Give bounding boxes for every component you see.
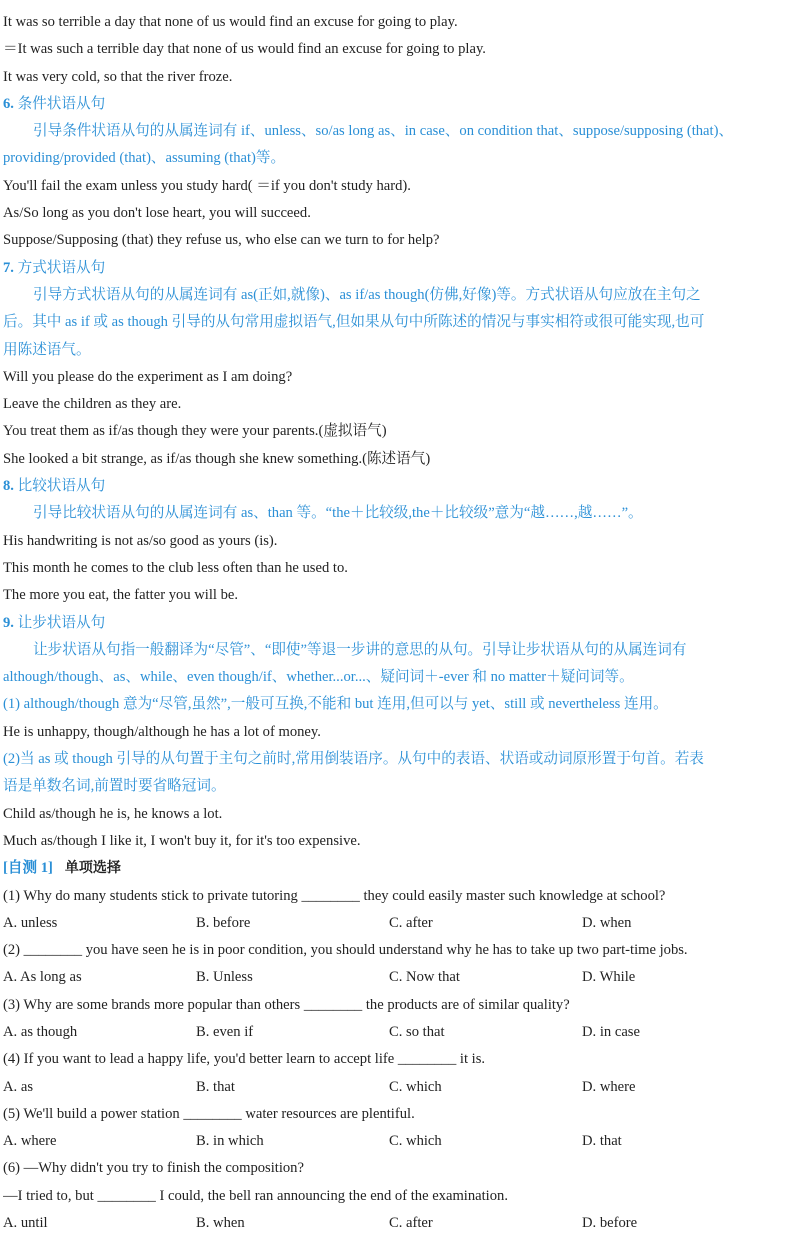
question-stem: (3) Why are some brands more popular than others ________ the products are of similar quality? (3, 996, 570, 1013)
question-options (3, 1128, 787, 1155)
example-sentence: Suppose/Supposing (that) they refuse us, who else can we turn to for help? (3, 232, 440, 249)
section-description: 引导比较状语从句的从属连词有 as、than 等。“the＋比较级,the＋比较级”意为“越……,越……”。 (33, 505, 643, 522)
option[interactable]: D. when (582, 914, 632, 931)
section-description: 引导条件状语从句的从属连词有 if、unless、so/as long as、in case、on condition that、suppose/supposing (that)、 (33, 123, 734, 140)
option[interactable]: D. While (582, 969, 636, 986)
section-point: (1) although/though 意为“尽管,虽然”,一般可互换,不能和 but 连用,但可以与 yet、still 或 nevertheless 连用。 (3, 696, 668, 713)
option[interactable]: C. Now that (389, 969, 460, 986)
document-page (3, 9, 787, 1237)
option[interactable]: A. As long as (3, 969, 82, 986)
question-stem: (1) Why do many students stick to private tutoring ________ they could easily master such knowledge at school? (3, 887, 666, 904)
question-options (3, 1210, 787, 1237)
section-heading-9: 9. 让步状语从句 (3, 614, 106, 631)
option[interactable]: D. that (582, 1133, 622, 1150)
option[interactable]: B. in which (196, 1133, 264, 1150)
example-sentence: Will you please do the experiment as I am doing? (3, 368, 293, 385)
option[interactable]: D. in case (582, 1023, 640, 1040)
question-stem: (5) We'll build a power station ________ water resources are plentiful. (3, 1105, 415, 1122)
example-sentence: This month he comes to the club less often than he used to. (3, 559, 348, 576)
section-description: 用陈述语气。 (3, 341, 91, 358)
option[interactable]: C. after (389, 1215, 433, 1232)
section-description: 后。其中 as if 或 as though 引导的从句常用虚拟语气,但如果从句中所陈述的情况与事实相符或很可能实现,也可 (3, 314, 705, 331)
option[interactable]: D. where (582, 1078, 636, 1095)
question-stem: (2) ________ you have seen he is in poor condition, you should understand why he has to take up two part-time jobs. (3, 942, 688, 959)
example-sentence: Leave the children as they are. (3, 396, 182, 413)
section-description: 让步状语从句指一般翻译为“尽管”、“即使”等退一步讲的意思的从句。引导让步状语从句的从属连词有 (33, 641, 687, 658)
example-sentence: She looked a bit strange, as if/as though she knew something.(陈述语气) (3, 450, 431, 467)
option[interactable]: C. which (389, 1078, 442, 1095)
question-options (3, 910, 787, 937)
option[interactable]: A. as though (3, 1023, 78, 1040)
section-point: 语是单数名词,前置时要省略冠词。 (3, 778, 226, 795)
question-stem: —I tried to, but ________ I could, the bell ran announcing the end of the examination. (3, 1187, 508, 1204)
option[interactable]: C. so that (389, 1023, 445, 1040)
section-heading-6: 6. 条件状语从句 (3, 95, 106, 112)
self-test-heading: [自测 1] 单项选择 (3, 860, 121, 877)
example-sentence: ＝It was such a terrible day that none of us would find an excuse for going to play. (3, 41, 486, 58)
option[interactable]: C. after (389, 914, 433, 931)
option[interactable]: B. when (196, 1215, 245, 1232)
option[interactable]: B. Unless (196, 969, 253, 986)
example-sentence: His handwriting is not as/so good as yours (is). (3, 532, 278, 549)
option[interactable]: C. which (389, 1133, 442, 1150)
section-heading-7: 7. 方式状语从句 (3, 259, 106, 276)
option[interactable]: B. before (196, 914, 251, 931)
example-sentence: You'll fail the exam unless you study hard( ＝if you don't study hard). (3, 177, 411, 194)
example-sentence: As/So long as you don't lose heart, you will succeed. (3, 205, 311, 222)
question-stem: (4) If you want to lead a happy life, you'd better learn to accept life ________ it is. (3, 1051, 486, 1068)
section-description: although/though、as、while、even though/if、whether...or...、疑问词＋-ever 和 no matter＋疑问词等。 (3, 669, 634, 686)
option[interactable]: B. even if (196, 1023, 254, 1040)
section-heading-8: 8. 比较状语从句 (3, 478, 106, 495)
option[interactable]: A. as (3, 1078, 33, 1095)
question-options (3, 1074, 787, 1101)
example-sentence: It was so terrible a day that none of us would find an excuse for going to play. (3, 14, 458, 30)
example-sentence: Child as/though he is, he knows a lot. (3, 805, 223, 822)
option[interactable]: B. that (196, 1078, 235, 1095)
example-sentence: He is unhappy, though/although he has a lot of money. (3, 723, 321, 740)
section-description: providing/provided (that)、assuming (that)等。 (3, 150, 286, 167)
option[interactable]: D. before (582, 1215, 638, 1232)
question-options (3, 964, 787, 991)
section-point: (2)当 as 或 though 引导的从句置于主句之前时,常用倒装语序。从句中的表语、状语或动词原形置于句首。若表 (3, 751, 704, 768)
example-sentence: You treat them as if/as though they were your parents.(虚拟语气) (3, 423, 387, 440)
section-description: 引导方式状语从句的从属连词有 as(正如,就像)、as if/as though(仿佛,好像)等。方式状语从句应放在主句之 (33, 286, 701, 303)
option[interactable]: A. unless (3, 914, 58, 931)
question-stem: (6) —Why didn't you try to finish the composition? (3, 1160, 304, 1177)
example-sentence: The more you eat, the fatter you will be. (3, 587, 239, 604)
example-sentence: Much as/though I like it, I won't buy it, for it's too expensive. (3, 832, 361, 849)
example-sentence: It was very cold, so that the river froze. (3, 68, 233, 85)
option[interactable]: A. until (3, 1215, 48, 1232)
option[interactable]: A. where (3, 1133, 57, 1150)
question-options (3, 1019, 787, 1046)
